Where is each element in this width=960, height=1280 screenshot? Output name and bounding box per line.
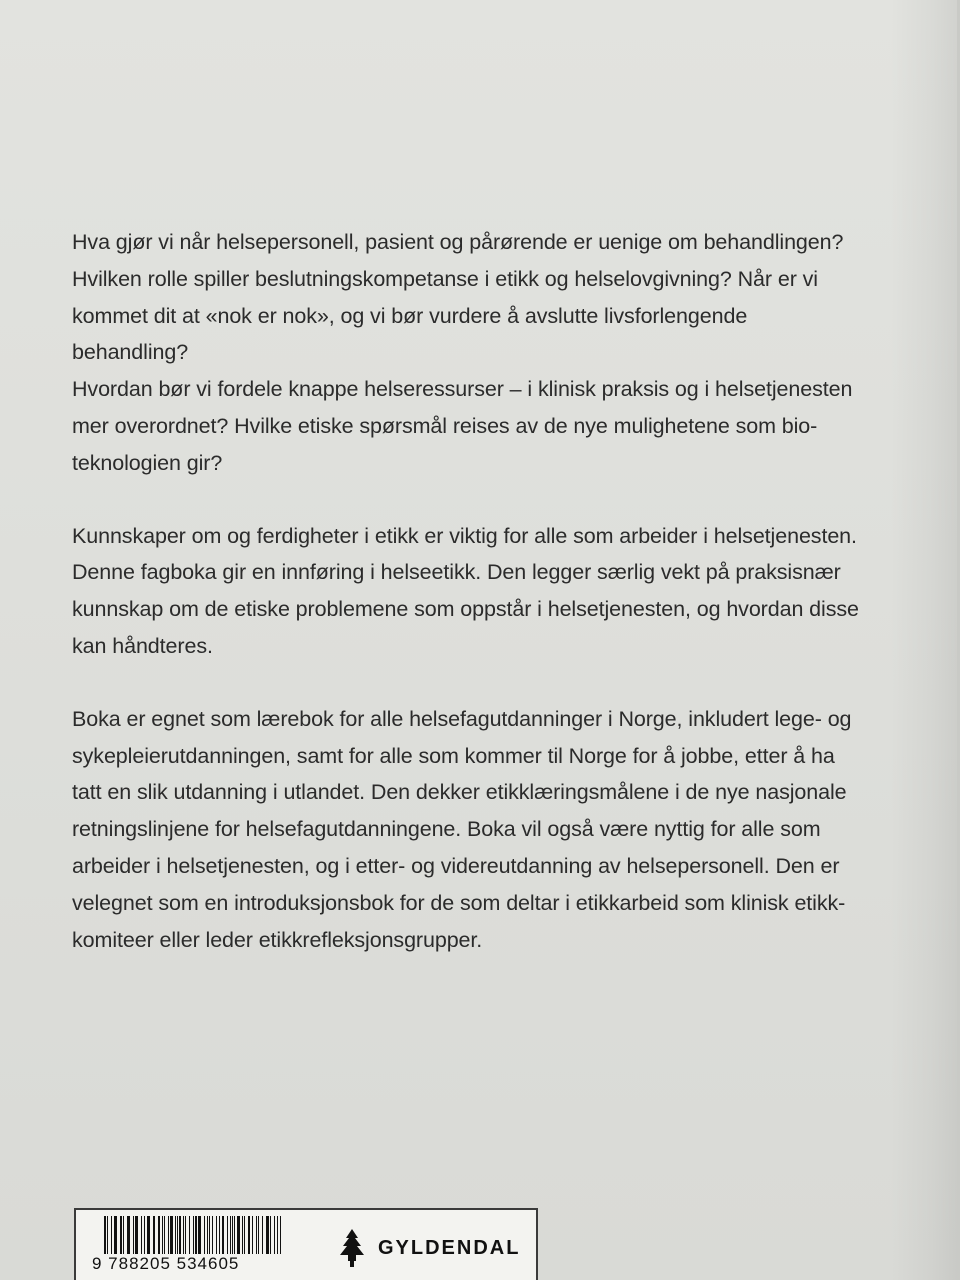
blurb-paragraph-1: Hva gjør vi når helsepersonell, pasient og pårørende er uenige om behandlingen? Hvilken rolle spiller beslutningskompetanse i etikk og helselovgivning? Når er vi kommet dit at «nok er nok», og vi bør vurdere å avslutte livsforlengende behandling? Hvordan bør vi fordele knappe helseressurser – i klinisk praksis og i helsetjenesten mer overordnet? Hvilke etiske spørsmål reises av de nye mulighetene som bio- teknologien gir?: [72, 230, 853, 475]
barcode: [104, 1216, 284, 1254]
blurb-paragraph-2: Kunnskaper om og ferdigheter i etikk er viktig for alle som arbeider i helsetjenesten. Denne fagboka gir en innføring i helseetikk. Den legger særlig vekt på praksisnær kunnskap om de etiske problemene som oppstår i helsetjenesten, og hvordan disse kan håndteres.: [72, 523, 859, 658]
blurb-paragraph-3: Boka er egnet som lærebok for alle helsefagutdanninger i Norge, inkludert lege- og sykepleierutdanningen, samt for alle som kommer til Norge for å jobbe, etter å ha tatt en slik utdanning i utlandet. Den dekker etikklæringsmålene i de nye nasjonale retningslinjene for helsefagutdanningene. Boka vil også være nyttig for alle som arbeider i helsetjenesten, og i etter- og videreutdanning av helsepersonell. Den er velegnet som en introduksjonsbok for de som deltar i etikkarbeid som klinisk etikk- komiteer eller leder etikkrefleksjonsgrupper.: [72, 706, 852, 952]
publisher-logo: [334, 1228, 520, 1268]
blurb-text: [72, 224, 862, 994]
publisher-name: GYLDENDAL: [378, 1236, 521, 1259]
isbn-number: 9 788205 534605: [92, 1254, 240, 1273]
tree-icon: [334, 1228, 370, 1268]
imprint-box: [74, 1208, 538, 1280]
cover-shading: [890, 0, 960, 1280]
